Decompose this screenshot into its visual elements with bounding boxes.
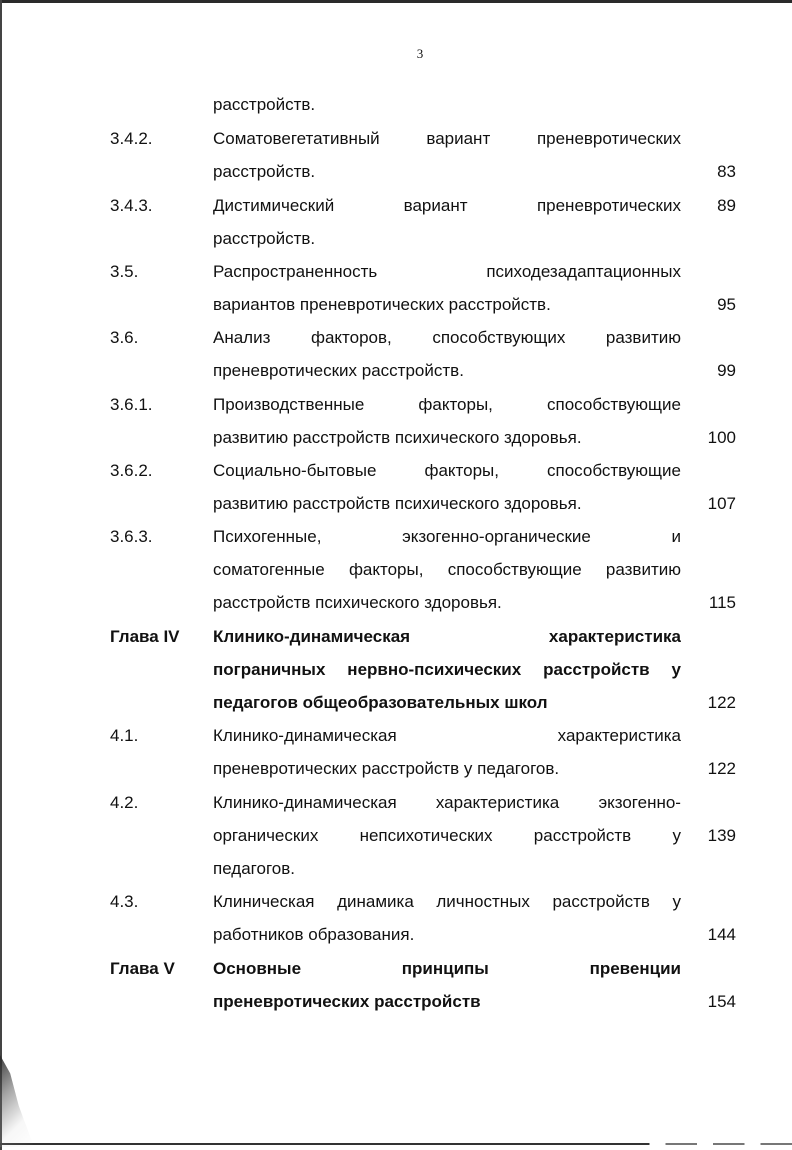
toc-entry-line	[213, 255, 681, 288]
toc-entry-page: 144	[707, 925, 736, 944]
toc-word: развитию	[605, 328, 681, 347]
toc-word: характеристика	[435, 793, 560, 812]
toc-entry-number: 4.3.	[110, 892, 139, 911]
toc-word: Социально-бытовые	[213, 461, 377, 480]
toc-word: расстройств	[552, 892, 650, 911]
toc-word: Дистимический	[213, 196, 335, 215]
toc-entry-number: 3.4.3.	[110, 196, 153, 215]
toc-word: Соматовегетативный	[213, 129, 380, 148]
toc-word: способствующих	[432, 328, 566, 347]
toc-entry-line: преневротических расстройств у педагогов.	[213, 759, 560, 778]
scan-edge-left	[0, 0, 2, 1150]
toc-entry-line	[213, 885, 681, 918]
scan-smudge	[0, 1055, 34, 1147]
scan-edge-bottom	[0, 1143, 792, 1145]
toc-entry-number: 3.6.2.	[110, 461, 153, 480]
toc-word: у	[672, 892, 681, 911]
toc-word: факторов,	[310, 328, 392, 347]
toc-word: факторы,	[418, 395, 493, 414]
toc-word: непсихотических	[359, 826, 493, 845]
toc-entry-line	[213, 321, 681, 354]
toc-entry-line: развитию расстройств психического здоровья.	[213, 494, 582, 513]
toc-word: органических	[213, 826, 319, 845]
toc-entry-line	[213, 454, 681, 487]
toc-word: Психогенные,	[213, 527, 322, 546]
toc-entry-line	[213, 620, 681, 653]
toc-word: Основные	[213, 959, 302, 978]
toc-chapter-number: Глава IV	[110, 627, 180, 646]
toc-entry-page: 95	[717, 295, 736, 314]
toc-entry-number: 3.4.2.	[110, 129, 153, 148]
toc-word: факторы,	[424, 461, 499, 480]
toc-entry-line: расстройств.	[213, 229, 316, 248]
toc-word: психодезадаптационных	[486, 262, 681, 281]
toc-word: нервно-психических	[347, 660, 522, 679]
toc-word: Клинико-динамическая	[213, 627, 411, 646]
toc-word: расстройств	[543, 660, 650, 679]
toc-entry-line	[213, 786, 681, 819]
toc-entry-number: 3.5.	[110, 262, 139, 281]
toc-word: у	[672, 826, 681, 845]
toc-word: превенции	[589, 959, 681, 978]
toc-word: экзогенно-органические	[402, 527, 591, 546]
toc-word: способствующие	[547, 395, 681, 414]
toc-entry-line	[213, 952, 681, 985]
toc-word: Клиническая	[213, 892, 315, 911]
toc-entry-line	[213, 719, 681, 752]
toc-word: экзогенно-	[598, 793, 681, 812]
toc-entry-line: расстройств.	[213, 162, 316, 181]
toc-entry-line	[213, 189, 681, 222]
toc-word: развитию	[605, 560, 681, 579]
toc-word: факторы,	[348, 560, 424, 579]
toc-entry-number: 3.6.1.	[110, 395, 153, 414]
toc-chapter-number: Глава V	[110, 959, 175, 978]
toc-entry-line: преневротических расстройств	[213, 992, 481, 1011]
toc-entry-line: педагогов.	[213, 859, 295, 878]
toc-word: динамика	[337, 892, 414, 911]
toc-word: способствующие	[447, 560, 582, 579]
toc-entry-line	[213, 388, 681, 421]
toc-entry-page: 122	[707, 693, 736, 712]
toc-entry-page: 139	[707, 826, 736, 845]
toc-word: расстройств	[533, 826, 632, 845]
toc-word: соматогенные	[213, 560, 325, 579]
toc-word: преневротических	[536, 129, 681, 148]
toc-word: принципы	[401, 959, 489, 978]
toc-entry-page: 122	[707, 759, 736, 778]
toc-entry-line: расстройств.	[213, 95, 316, 114]
toc-entry-line: работников образования.	[213, 925, 415, 944]
toc-word: и	[671, 527, 681, 546]
toc-word: способствующие	[547, 461, 681, 480]
toc-entry-line: преневротических расстройств.	[213, 361, 464, 380]
toc-word: вариант	[403, 196, 468, 215]
toc-entry-line	[213, 122, 681, 155]
toc-word: Распространенность	[213, 262, 378, 281]
toc-entry-page: 154	[707, 992, 736, 1011]
toc-word: Анализ	[213, 328, 271, 347]
toc-word: преневротических	[536, 196, 681, 215]
toc-word: Клинико-динамическая	[213, 726, 397, 745]
toc-entry-line	[213, 653, 681, 686]
toc-word: Производственные	[213, 395, 365, 414]
toc-entry-number: 3.6.	[110, 328, 139, 347]
page-number: 3	[416, 46, 424, 61]
toc-word: личностных	[436, 892, 530, 911]
scan-edge-top	[0, 0, 792, 3]
toc-entry-number: 3.6.3.	[110, 527, 153, 546]
toc-entry-page: 115	[708, 593, 736, 612]
toc-entry-line	[213, 553, 681, 586]
toc-entry-page: 89	[717, 196, 736, 215]
toc-entry-line: педагогов общеобразовательных школ	[213, 693, 548, 712]
toc-word: характеристика	[548, 627, 681, 646]
toc-word: вариант	[426, 129, 491, 148]
toc-entry-line: развитию расстройств психического здоровья.	[213, 428, 582, 447]
toc-entry-line	[213, 520, 681, 553]
toc-entry-page: 107	[707, 494, 736, 513]
toc-entry-number: 4.2.	[110, 793, 139, 812]
toc-word: Клинико-динамическая	[213, 793, 397, 812]
toc-word: характеристика	[557, 726, 681, 745]
toc-entry-line: вариантов преневротических расстройств.	[213, 295, 551, 314]
toc-entry-line	[213, 819, 681, 852]
toc-entry-page: 100	[707, 428, 736, 447]
toc-word: у	[671, 660, 681, 679]
toc-entry-page: 99	[717, 361, 736, 380]
toc-entry-line: расстройств психического здоровья.	[213, 593, 502, 612]
toc-entry-page: 83	[717, 162, 736, 181]
toc-word: пограничных	[213, 660, 326, 679]
toc-entry-number: 4.1.	[110, 726, 139, 745]
